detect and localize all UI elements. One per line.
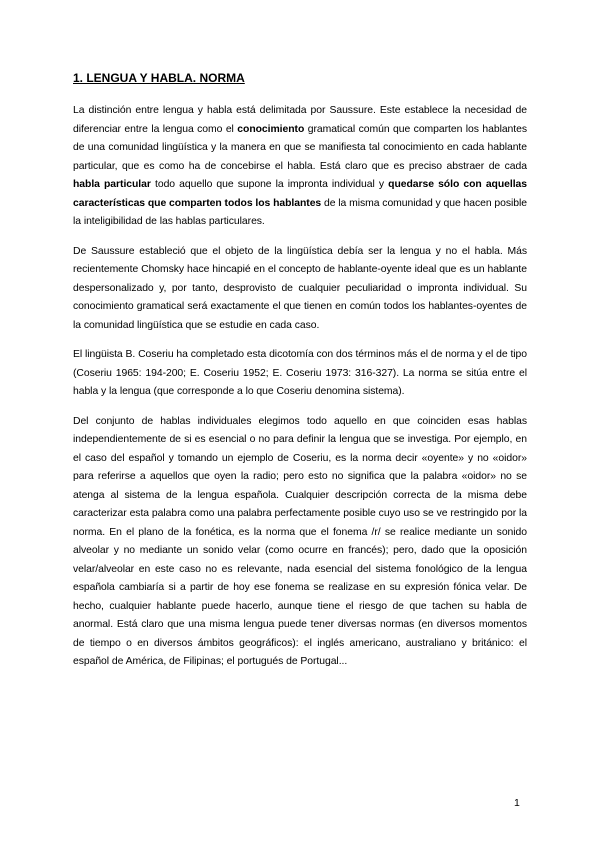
paragraph-1-text-b: gramatical común que comparten los hablantes de una comunidad lingüística y la manera en que se manifiesta tal conocimiento en cada hablante particular, que es como ha de concebirse el habla. Está claro que es preciso abstraer de cada: [73, 123, 527, 172]
document-body: [73, 70, 527, 683]
section-heading: 1. LENGUA Y HABLA. NORMA: [73, 71, 245, 85]
paragraph-1-text-a: La distinción entre lengua y habla está delimitada por Saussure. Este establece la necesidad de diferenciar entre la lengua como el: [73, 105, 527, 135]
paragraph-3: El lingüista B. Coseriu ha completado esta dicotomía con dos términos más el de norma y el de tipo (Coseriu 1965: 194-200; E. Coseriu 1952; E. Coseriu 1973: 316-327). La norma se sitúa entre el habla y la lengua (que corresponde a lo que Coseriu denomina sistema).: [73, 349, 527, 397]
paragraph-1-bold-habla-particular: habla particular: [73, 179, 151, 190]
paragraph-1: [73, 102, 527, 232]
paragraph-1-bold-quedarse: quedarse sólo con aquellas características que comparten todos los hablantes: [73, 179, 527, 209]
paragraph-1-bold-conocimiento: conocimiento: [237, 123, 305, 135]
paragraph-4: Del conjunto de hablas individuales elegimos todo aquello en que coinciden esas hablas independientemente de si es esencial o no para definir la lengua que se investiga. Por ejemplo, en el caso del español y tomando un ejemplo de Coseriu, es la norma decir «oyente» y no «oidor» para referirse a aquellos que oyen la radio; pero esto no significa que la palabra «oidor» no se atenga al sistema de la lengua española. Cualquier descripción correcta de la misma debe caracterizar esta palabra como una palabra perfectamente posible cuyo uso se ve restringido por la norma. En el plano de la fonética, es la norma que el fonema /r/ se realice mediante un sonido alveolar y no mediante un sonido velar (como ocurre en francés); pero, dado que la oposición velar/alveolar en este caso no es relevante, nada esencial del sistema fonológico de la lengua española cambiaría si a partir de hoy ese fonema se realizase en su expresión fónica velar. De hecho, cualquier hablante puede hacerlo, aunque tiene el riesgo de que tachen su habla de anormal. Está claro que una misma lengua puede tener diversas normas (en diversos momentos de tiempo o en diversos ámbitos geográficos): el inglés americano, australiano y británico: el español de América, de Filipinas; el portugués de Portugal...: [73, 415, 527, 667]
paragraph-2: De Saussure estableció que el objeto de la lingüística debía ser la lengua y no el habla. Más recientemente Chomsky hace hincapié en el concepto de hablante-oyente ideal que es un hablante despersonalizado y, por tanto, desprovisto de cualquier peculiaridad o impronta individual. Su conocimiento gramatical será exactamente el que tienen en común todos los hablantes-oyentes de la comunidad lingüística que se estudie en cada caso.: [73, 245, 527, 331]
paragraph-1-text-c: todo aquello que supone la impronta individual y: [150, 179, 389, 190]
paragraph-1-text-d: de la misma comunidad y que hacen posible la inteligibilidad de las hablas particulares.: [73, 197, 528, 227]
page-number: 1: [514, 797, 520, 809]
